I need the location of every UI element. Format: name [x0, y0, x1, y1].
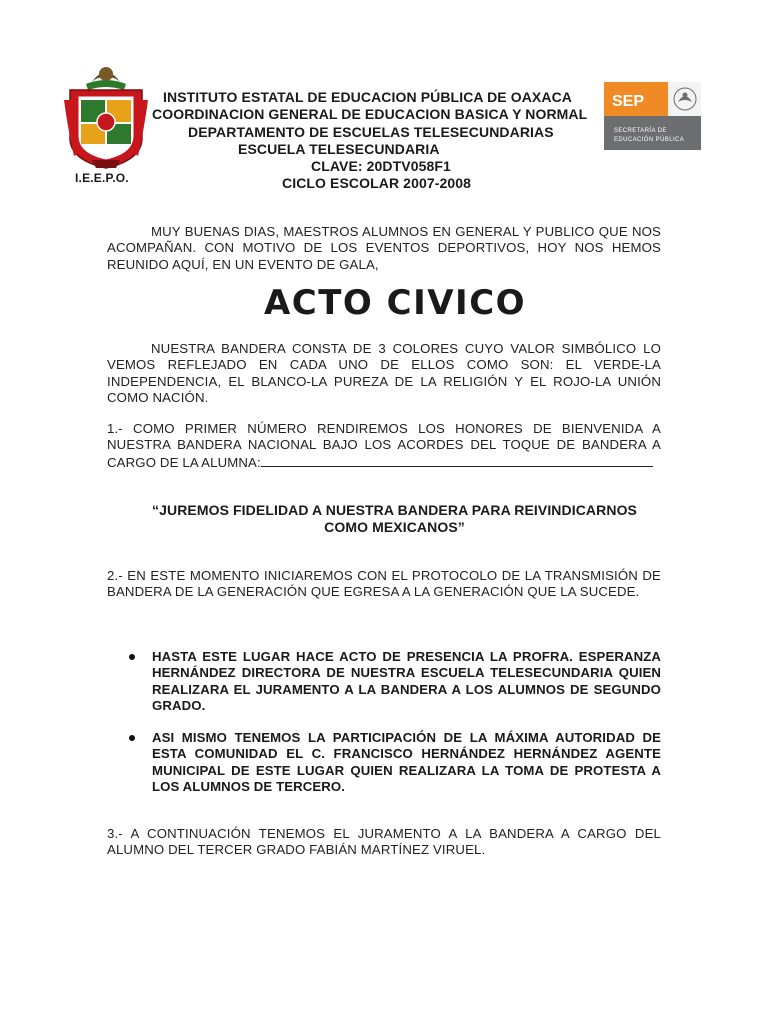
header-coordination: COORDINACION GENERAL DE EDUCACION BASICA Y NORMAL: [152, 106, 588, 122]
bullet-item: ASI MISMO TENEMOS LA PARTICIPACIÓN DE LA MÁXIMA AUTORIDAD DE ESTA COMUNIDAD EL C. FRANCISCO HERNÁNDEZ HERNÁNDEZ AGENTE MUNICIPAL DE ESTE LUGAR QUIEN REALIZARA LA TOMA DE PROTESTA A LOS ALUMNOS DE TERCERO.: [152, 730, 661, 794]
slogan-line-2: COMO MEXICANOS”: [324, 519, 465, 535]
sep-acronym: SEP: [612, 93, 645, 110]
item-1-text: 1.- COMO PRIMER NÚMERO RENDIREMOS LOS HONORES DE BIENVENIDA A NUESTRA BANDERA NACIONAL BAJO LOS ACORDES DEL TOQUE DE BANDERA A CARGO DE LA ALUMNA:: [107, 421, 661, 470]
seal-caption: I.E.E.P.O.: [75, 171, 129, 185]
header-department: DEPARTAMENTO DE ESCUELAS TELESECUNDARIAS: [188, 124, 554, 140]
signature-blank-line: [261, 454, 653, 467]
header-school-code: CLAVE: 20DTV058F1: [311, 158, 451, 174]
sep-line2: EDUCACIÓN PÚBLICA: [614, 137, 685, 143]
slogan-line-1: “JUREMOS FIDELIDAD A NUESTRA BANDERA PARA REIVINDICARNOS: [152, 502, 637, 518]
item-3-paragraph: 3.- A CONTINUACIÓN TENEMOS EL JURAMENTO A LA BANDERA A CARGO DEL ALUMNO DEL TERCER GRADO FABIÁN MARTÍNEZ VIRUEL.: [107, 826, 661, 858]
header-school-year: CICLO ESCOLAR 2007-2008: [282, 175, 472, 191]
flag-paragraph: NUESTRA BANDERA CONSTA DE 3 COLORES CUYO VALOR SIMBÓLICO LO VEMOS REFLEJADO EN CADA UNO DE ELLOS COMO SON: EL VERDE-LA INDEPENDENCIA, EL BLANCO-LA PUREZA DE LA RELIGIÓN Y EL ROJO-LA UNIÓN COMO NACIÓN.: [107, 341, 661, 405]
sep-logo: [604, 82, 701, 150]
header-institute: INSTITUTO ESTATAL DE EDUCACION PÚBLICA DE OAXACA: [163, 89, 572, 105]
bullet-dot: [129, 735, 135, 741]
slogan: [107, 502, 682, 536]
bullet-dot: [129, 654, 135, 660]
item-2-paragraph: 2.- EN ESTE MOMENTO INICIAREMOS CON EL PROTOCOLO DE LA TRANSMISIÓN DE BANDERA DE LA GENERACIÓN QUE EGRESA A LA GENERACIÓN QUE LA SUCEDE.: [107, 568, 661, 600]
ieepo-seal-logo: [62, 60, 150, 172]
page-title: ACTO CIVICO: [263, 283, 527, 323]
header-school: ESCUELA TELESECUNDARIA: [238, 141, 440, 157]
sep-line1: SECRETARÍA DE: [614, 128, 667, 134]
intro-paragraph: MUY BUENAS DIAS, MAESTROS ALUMNOS EN GENERAL Y PUBLICO QUE NOS ACOMPAÑAN. CON MOTIVO DE LOS EVENTOS DEPORTIVOS, HOY NOS HEMOS REUNIDO AQUÍ, EN UN EVENTO DE GALA,: [107, 224, 661, 272]
item-1-paragraph: [107, 421, 661, 471]
bullet-item: HASTA ESTE LUGAR HACE ACTO DE PRESENCIA LA PROFRA. ESPERANZA HERNÁNDEZ DIRECTORA DE NUESTRA ESCUELA TELESECUNDARIA QUIEN REALIZARA EL JURAMENTO A LA BANDERA A LOS ALUMNOS DE SEGUNDO GRADO.: [152, 649, 661, 713]
